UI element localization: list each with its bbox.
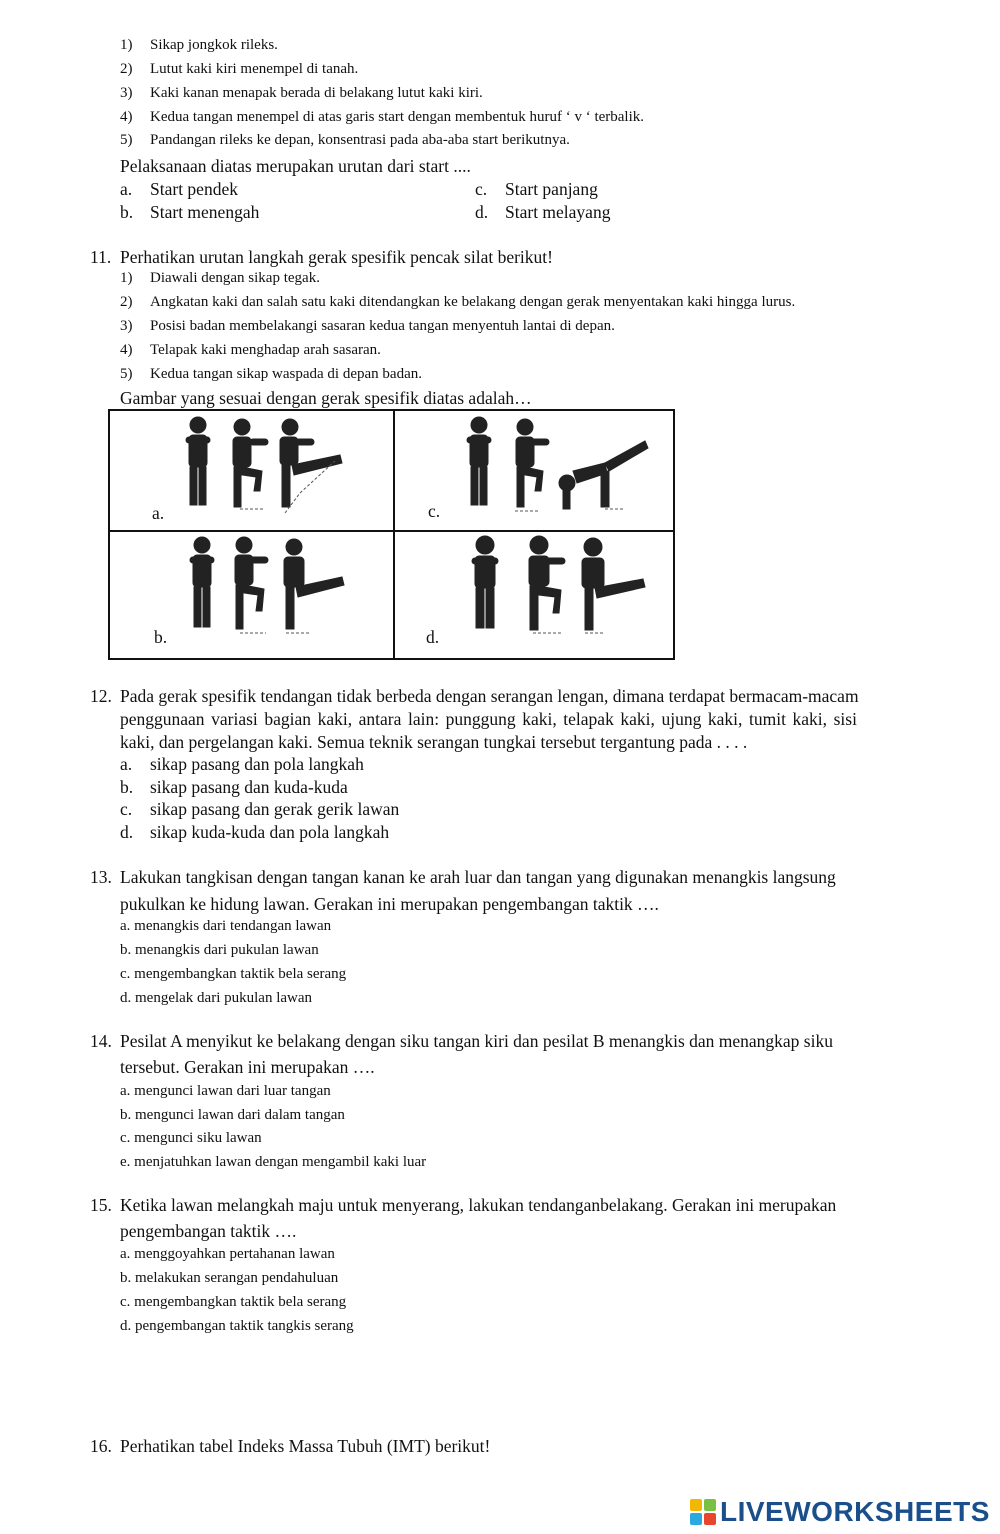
q15-option-d[interactable]: d. pengembangan taktik tangkis serang <box>120 1318 354 1334</box>
q14-option-c[interactable]: c. mengunci siku lawan <box>120 1130 262 1146</box>
q10-step-1: 1) Sikap jongkok rileks. <box>120 37 278 53</box>
q15-option-a[interactable]: a. menggoyahkan pertahanan lawan <box>120 1246 335 1262</box>
q15-text-line-2: pengembangan taktik …. <box>120 1221 297 1241</box>
q12-option-a[interactable]: a. sikap pasang dan pola langkah <box>120 754 364 774</box>
q12-text-line-3: kaki, dan pergelangan kaki. Semua teknik serangan tungkai tersebut tergantung pada . . . . <box>120 732 748 752</box>
q15-option-c[interactable]: c. mengembangkan taktik bela serang <box>120 1294 347 1310</box>
liveworksheets-logo[interactable] <box>690 1492 990 1532</box>
figure-d-kick-sequence[interactable] <box>455 533 660 645</box>
q15-number: 15. <box>90 1195 112 1215</box>
q13-text-line-1: Lakukan tangkisan dengan tangan kanan ke arah luar dan tangan yang digunakan menangkis langsung <box>120 867 836 887</box>
q14-option-a[interactable]: a. mengunci lawan dari luar tangan <box>120 1083 331 1099</box>
q10-step-3: 3) Kaki kanan menapak berada di belakang lutut kaki kiri. <box>120 85 483 101</box>
q10-step-2: 2) Lutut kaki kiri menempel di tanah. <box>120 61 359 77</box>
q10-option-a[interactable]: a. Start pendek <box>120 179 238 199</box>
q11-figure-grid <box>108 409 675 660</box>
q11-step-3: 3) Posisi badan membelakangi sasaran kedua tangan menyentuh lantai di depan. <box>120 318 615 334</box>
grid-divider-horizontal <box>110 530 673 532</box>
figure-b-kick-sequence[interactable] <box>170 533 370 645</box>
logo-square-green <box>704 1499 716 1511</box>
q13-option-d[interactable]: d. mengelak dari pukulan lawan <box>120 990 313 1006</box>
q13-text-line-2: pukulkan ke hidung lawan. Gerakan ini merupakan pengembangan taktik …. <box>120 894 659 914</box>
grid-divider-vertical <box>393 411 395 658</box>
q12-number: 12. <box>90 686 112 706</box>
q14-option-b[interactable]: b. mengunci lawan dari dalam tangan <box>120 1107 345 1123</box>
q13-number: 13. <box>90 867 112 887</box>
q13-option-a[interactable]: a. menangkis dari tendangan lawan <box>120 918 332 934</box>
q14-text-line-1: Pesilat A menyikut ke belakang dengan siku tangan kiri dan pesilat B menangkis dan menangkap siku <box>120 1031 833 1051</box>
q10-option-b[interactable]: b. Start menengah <box>120 202 260 222</box>
q16-number: 16. <box>90 1436 112 1456</box>
q14-number: 14. <box>90 1031 112 1051</box>
liveworksheets-logo-text: LIVEWORKSHEETS <box>720 1496 990 1527</box>
liveworksheets-logo-icon <box>690 1499 716 1525</box>
q11-text: Perhatikan urutan langkah gerak spesifik pencak silat berikut! <box>120 247 553 267</box>
q12-text-line-1: Pada gerak spesifik tendangan tidak berbeda dengan serangan lengan, dimana terdapat bermacam-macam <box>120 686 859 706</box>
q12-option-c[interactable]: c. sikap pasang dan gerak gerik lawan <box>120 799 400 819</box>
q10-step-4: 4) Kedua tangan menempel di atas garis start dengan membentuk huruf ‘ v ‘ terbalik. <box>120 109 645 125</box>
q15-text-line-1: Ketika lawan melangkah maju untuk menyerang, lakukan tendanganbelakang. Gerakan ini merupakan <box>120 1195 837 1215</box>
q10-option-c[interactable]: c. Start panjang <box>475 179 598 199</box>
q15-option-b[interactable]: b. melakukan serangan pendahuluan <box>120 1270 339 1286</box>
q11-step-5: 5) Kedua tangan sikap waspada di depan badan. <box>120 366 422 382</box>
q11-prompt: Gambar yang sesuai dengan gerak spesifik diatas adalah… <box>120 388 532 408</box>
logo-square-red <box>704 1513 716 1525</box>
figure-d-label: d. <box>426 627 440 647</box>
q16-text: Perhatikan tabel Indeks Massa Tubuh (IMT) berikut! <box>120 1436 491 1456</box>
q10-step-5: 5) Pandangan rileks ke depan, konsentrasi pada aba-aba start berikutnya. <box>120 132 570 148</box>
q11-step-2: 2) Angkatan kaki dan salah satu kaki ditendangkan ke belakang dengan gerak menyentakan kaki hingga lurus. <box>120 294 796 310</box>
figure-a-label: a. <box>152 503 165 523</box>
figure-a-kick-sequence[interactable] <box>170 413 370 525</box>
q11-number: 11. <box>90 247 112 267</box>
q10-option-d[interactable]: d. Start melayang <box>475 202 611 222</box>
q14-text-line-2: tersebut. Gerakan ini merupakan …. <box>120 1057 375 1077</box>
q13-option-c[interactable]: c. mengembangkan taktik bela serang <box>120 966 347 982</box>
q11-step-1: 1) Diawali dengan sikap tegak. <box>120 270 320 286</box>
figure-c-label: c. <box>428 501 441 521</box>
q14-option-e[interactable]: e. menjatuhkan lawan dengan mengambil kaki luar <box>120 1154 427 1170</box>
figure-c-back-kick-sequence[interactable] <box>455 413 660 525</box>
q11-step-4: 4) Telapak kaki menghadap arah sasaran. <box>120 342 381 358</box>
q10-prompt: Pelaksanaan diatas merupakan urutan dari start .... <box>120 156 471 176</box>
figure-b-label: b. <box>154 627 168 647</box>
logo-square-blue <box>690 1513 702 1525</box>
q13-option-b[interactable]: b. menangkis dari pukulan lawan <box>120 942 319 958</box>
q12-text-line-2: penggunaan variasi bagian kaki, antara lain: punggung kaki, telapak kaki, ujung kaki, tumit kaki, sisi <box>120 709 857 729</box>
q12-option-d[interactable]: d. sikap kuda-kuda dan pola langkah <box>120 822 390 842</box>
q12-option-b[interactable]: b. sikap pasang dan kuda-kuda <box>120 777 348 797</box>
logo-square-yellow <box>690 1499 702 1511</box>
